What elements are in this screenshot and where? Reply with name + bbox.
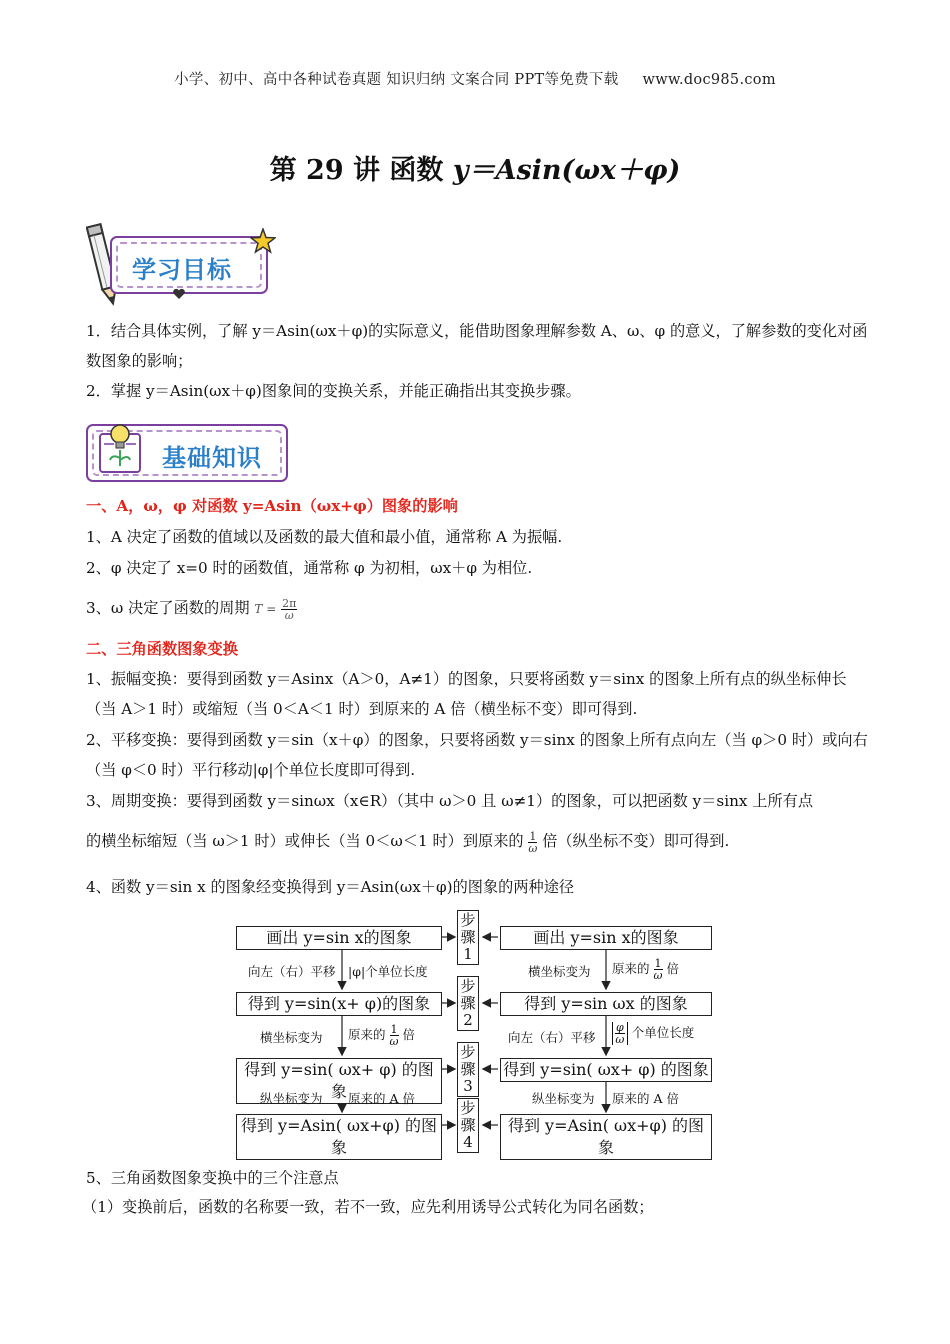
- left-box-3: 得到 y=sin( ωx+ φ) 的图象: [236, 1058, 442, 1104]
- right-label-1a: 横坐标变为: [528, 964, 591, 979]
- period-den: ω: [284, 608, 294, 622]
- step-box-4: 步 骤 4: [457, 1098, 479, 1153]
- step-box-3: 步 骤 3: [457, 1042, 479, 1097]
- right-box-4: 得到 y=Asin( ωx+φ) 的图象: [500, 1114, 712, 1160]
- section3-item-1: 5、三角函数图象变换中的三个注意点: [86, 1169, 339, 1187]
- inline-frac-den: ω: [528, 841, 538, 855]
- left-label-3a: 纵坐标变为: [260, 1091, 323, 1106]
- header-site[interactable]: www.doc985.com: [642, 72, 776, 88]
- section1-item-1: 1、A 决定了函数的值域以及函数的最大值和最小值，通常称 A 为振幅.: [86, 528, 563, 546]
- left-label-1b: |φ|个单位长度: [348, 964, 428, 979]
- left-box-1: 画出 y=sin x的图象: [236, 926, 442, 950]
- section2-item-4: 4、函数 y＝sin x 的图象经变换得到 y＝Asin(ωx＋φ)的图象的两种途径: [86, 878, 575, 896]
- section2-item-3b-text: 的横坐标缩短（当 ω＞1 时）或伸长（当 0＜ω＜1 时）到原来的: [86, 832, 524, 850]
- section1-item-3-text: 3、ω 决定了函数的周期: [86, 599, 250, 617]
- right-label-3b: 原来的 A 倍: [612, 1091, 679, 1106]
- left-box-4: 得到 y=Asin( ωx+φ) 的图象: [236, 1114, 442, 1160]
- left-label-3b: 原来的 A 倍: [348, 1091, 415, 1106]
- star-icon: [250, 228, 276, 254]
- left-label-2a: 横坐标变为: [260, 1030, 323, 1045]
- page-title: [0, 148, 950, 187]
- right-label-1b: 原来的 $\frac{1}{\omega}$ 倍: [612, 957, 679, 982]
- period-lhs: T =: [254, 602, 277, 616]
- right-label-3a: 纵坐标变为: [532, 1091, 595, 1106]
- goal-item-2: 2．掌握 y＝Asin(ωx＋φ)图象间的变换关系，并能正确指出其变换步骤。: [86, 382, 581, 400]
- right-label-2b: $\frac{\varphi}{\omega}$ 个单位长度: [612, 1022, 694, 1045]
- section1-item-2: 2、φ 决定了 x=0 时的函数值，通常称 φ 为初相，ωx＋φ 为相位.: [86, 559, 533, 577]
- heart-icon: [172, 288, 186, 300]
- left-box-2: 得到 y=sin(x+ φ)的图象: [236, 992, 442, 1016]
- left-label-2b: 原来的 $\frac{1}{\omega}$ 倍: [348, 1023, 415, 1048]
- step-box-1: 步 骤 1: [457, 910, 479, 965]
- lightbulb-icon: [96, 420, 148, 480]
- period-fraction: [281, 598, 297, 621]
- section2-item-3b: [86, 826, 729, 856]
- right-label-2a: 向左（右）平移: [508, 1030, 596, 1045]
- section1-heading: 一、A，ω，φ 对函数 y=Asin（ωx+φ）图象的影响: [86, 497, 458, 515]
- step-box-2: 步 骤 2: [457, 976, 479, 1031]
- right-box-2: 得到 y=sin ωx 的图象: [500, 992, 712, 1016]
- goals-badge-frame: [110, 236, 268, 294]
- section2-item-2: 2、平移变换：要得到函数 y＝sin（x＋φ）的图象，只要将函数 y＝sinx 的图象上所有点向左（当 φ＞0 时）或向右（当 φ＜0 时）平行移动|φ|个单位长度即可得到.: [86, 731, 868, 779]
- basics-badge: [86, 420, 296, 484]
- inline-fraction: [528, 831, 537, 854]
- right-box-1: 画出 y=sin x的图象: [500, 926, 712, 950]
- section1-item-3: [86, 593, 297, 624]
- transform-flow-diagram: [230, 908, 720, 1156]
- section2-item-3a: 3、周期变换：要得到函数 y＝sinωx（x∈R）（其中 ω＞0 且 ω≠1）的图象，可以把函数 y＝sinx 上所有点: [86, 792, 814, 810]
- section3-item-2: （1）变换前后，函数的名称要一致，若不一致，应先利用诱导公式转化为同名函数；: [82, 1198, 654, 1216]
- basics-badge-label: 基础知识: [162, 444, 262, 472]
- goal-item-1: 1．结合具体实例，了解 y＝Asin(ωx＋φ)的实际意义，能借助图象理解参数 A、ω、φ 的意义，了解参数的变化对函数图象的影响；: [86, 322, 868, 370]
- left-label-1a: 向左（右）平移: [248, 964, 336, 979]
- section2-item-3c-text: 倍（纵坐标不变）即可得到.: [542, 832, 730, 850]
- page-header: [0, 68, 950, 89]
- title-prefix: 第 29 讲 函数: [269, 155, 444, 186]
- goals-badge: [86, 218, 286, 308]
- period-num: 2π: [282, 596, 297, 610]
- title-formula: y＝Asin(ωx＋φ): [452, 155, 681, 186]
- section2-heading: 二、三角函数图象变换: [86, 640, 238, 658]
- right-box-3: 得到 y=sin( ωx+ φ) 的图象: [500, 1058, 712, 1082]
- inline-frac-num: 1: [529, 829, 537, 843]
- section2-item-1: 1、振幅变换：要得到函数 y＝Asinx（A＞0，A≠1）的图象，只要将函数 y＝sinx 的图象上所有点的纵坐标伸长（当 A＞1 时）或缩短（当 0＜A＜1 时）到原来的 A 倍（横坐标不变）即可得到.: [86, 670, 847, 718]
- goals-badge-label: 学习目标: [132, 256, 232, 284]
- header-text: 小学、初中、高中各种试卷真题 知识归纳 文案合同 PPT等免费下载: [174, 72, 619, 88]
